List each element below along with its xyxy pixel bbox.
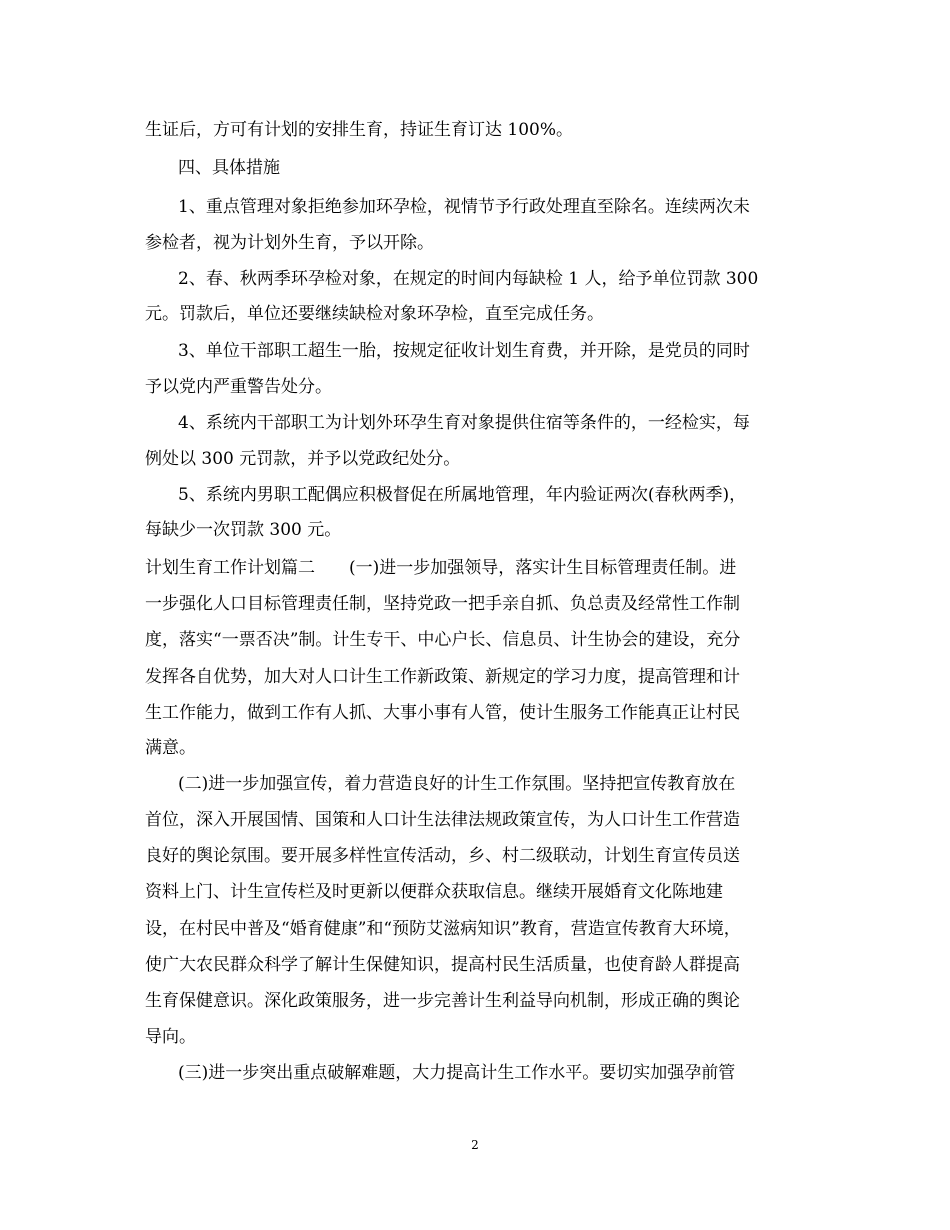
text-line: 生育保健意识。深化政策服务，进一步完善计生利益导向机制，形成正确的舆论 xyxy=(145,991,740,1011)
text-line: 资料上门、计生宣传栏及时更新以便群众获取信息。继续开展婚育文化陈地建 xyxy=(145,882,723,902)
text-line: 2、春、秋两季环孕检对象，在规定的时间内每缺检 1 人，给予单位罚款 300 xyxy=(178,269,759,289)
text-line: 度，落实“一票否决”制。计生专干、中心户长、信息员、计生协会的建设，充分 xyxy=(145,630,741,650)
text-line: (三)进一步突出重点破解难题，大力提高计生工作水平。要切实加强孕前管 xyxy=(178,1063,736,1083)
text-line: 参检者，视为计划外生育，予以开除。 xyxy=(145,233,434,253)
page-number: 2 xyxy=(471,1138,479,1152)
text-line: 一步强化人口目标管理责任制，坚持党政一把手亲自抓、负总责及经常性工作制 xyxy=(145,594,740,614)
text-line: 发挥各自优势，加大对人口计生工作新政策、新规定的学习力度，提高管理和计 xyxy=(145,667,740,687)
text-line: 5、系统内男职工配偶应积极督促在所属地管理，年内验证两次(春秋两季)， xyxy=(178,485,747,505)
section-heading: 四、具体措施 xyxy=(178,158,280,178)
text-line: 使广大农民群众科学了解计生保健知识，提高村民生活质量，也使育龄人群提高 xyxy=(145,955,740,975)
text-line: 导向。 xyxy=(145,1027,196,1047)
text-line: 4、系统内干部职工为计划外环孕生育对象提供住宿等条件的，一经检实，每 xyxy=(178,413,750,433)
text-line: 良好的舆论氛围。要开展多样性宣传活动，乡、村二级联动，计划生育宣传员送 xyxy=(145,846,740,866)
text-line: 予以党内严重警告处分。 xyxy=(145,377,332,397)
text-line: 1、重点管理对象拒绝参加环孕检，视情节予行政处理直至除名。连续两次未 xyxy=(178,197,750,217)
text-line: 3、单位干部职工超生一胎，按规定征收计划生育费，并开除，是党员的同时 xyxy=(178,341,750,361)
text-line: 例处以 300 元罚款，并予以党政纪处分。 xyxy=(145,449,461,469)
text-line: 生证后，方可有计划的安排生育，持证生育订达 100%。 xyxy=(145,120,574,140)
text-line: 首位，深入开展国情、国策和人口计生法律法规政策宣传，为人口计生工作营造 xyxy=(145,810,740,830)
text-line: 设，在村民中普及“婚育健康”和“预防艾滋病知识”教育，营造宣传教育大环境， xyxy=(145,919,741,939)
text-line: 每缺少一次罚款 300 元。 xyxy=(145,520,342,540)
text-line: 生工作能力，做到工作有人抓、大事小事有人管，使计生服务工作能真正让村民 xyxy=(145,703,740,723)
text-line: 元。罚款后，单位还要继续缺检对象环孕检，直至完成任务。 xyxy=(145,304,604,324)
text-line: (二)进一步加强宣传，着力营造良好的计生工作氛围。坚持把宣传教育放在 xyxy=(178,774,736,794)
text-line: 计划生育工作计划篇二 (一)进一步加强领导，落实计生目标管理责任制。进 xyxy=(145,558,737,578)
text-line: 满意。 xyxy=(145,738,196,758)
